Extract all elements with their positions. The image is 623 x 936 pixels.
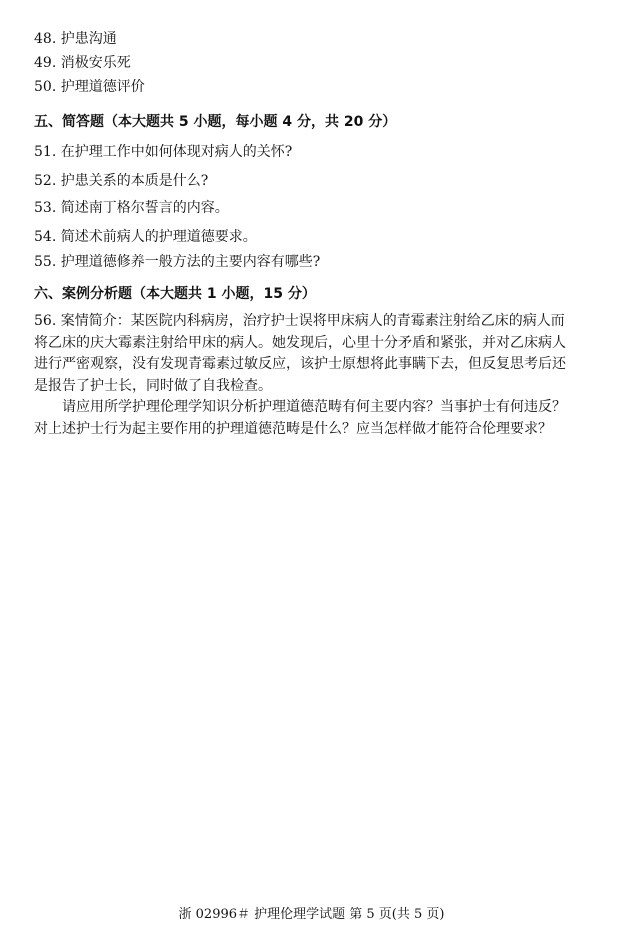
question-number: 50. xyxy=(34,79,57,95)
question-item-53 xyxy=(34,199,229,217)
case-line: 进行严密观察，没有发现青霉素过敏反应，该护士原想将此事瞒下去，但反复思考后还 xyxy=(34,356,566,372)
question-item-50 xyxy=(34,78,145,96)
case-line: 将乙床的庆大霉素注射给甲床的病人。她发现后，心里十分矛盾和紧张，并对乙床病人 xyxy=(34,334,566,351)
question-number: 48. xyxy=(34,31,57,47)
question-text: 护理道德评价 xyxy=(60,79,145,95)
question-item-49 xyxy=(34,54,131,72)
question-number: 53. xyxy=(34,200,57,216)
question-item-54 xyxy=(34,228,257,246)
question-text: 护患关系的本质是什么? xyxy=(60,173,209,189)
case-line: 是报告了护士长，同时做了自我检查。 xyxy=(34,377,272,394)
question-number: 54. xyxy=(34,229,57,245)
question-item-55 xyxy=(34,253,320,271)
question-item-51 xyxy=(34,143,292,161)
question-text: 简述术前病人的护理道德要求。 xyxy=(60,229,257,245)
question-number: 52. xyxy=(34,173,57,189)
question-number: 56. xyxy=(34,313,57,329)
question-number: 55. xyxy=(34,254,57,270)
question-number: 49. xyxy=(34,55,57,71)
case-question-line: 请应用所学护理伦理学知识分析护理道德范畴有何主要内容？当事护士有何违反？ xyxy=(62,399,566,415)
question-text: 消极安乐死 xyxy=(60,55,131,71)
question-text: 护患沟通 xyxy=(60,31,117,47)
question-number: 51. xyxy=(34,144,57,160)
question-item-48 xyxy=(34,30,117,48)
section-heading-short-answer: 五、简答题（本大题共 5 小题，每小题 4 分，共 20 分） xyxy=(34,114,397,130)
question-item-52 xyxy=(34,172,208,190)
page-footer: 浙 02996＃ 护理伦理学试题 第 5 页(共 5 页) xyxy=(178,907,445,922)
section-heading-case-analysis: 六、案例分析题（本大题共 1 小题，15 分） xyxy=(34,286,316,302)
question-text: 在护理工作中如何体现对病人的关怀? xyxy=(60,144,293,160)
question-text: 护理道德修养一般方法的主要内容有哪些? xyxy=(60,254,321,270)
question-text: 简述南丁格尔誓言的内容。 xyxy=(60,200,229,216)
case-question-line: 对上述护士行为起主要作用的护理道德范畴是什么？应当怎样做才能符合伦理要求？ xyxy=(34,420,552,437)
case-line: 56. 案情简介：某医院内科病房，治疗护士误将甲床病人的青霉素注射给乙床的病人而 xyxy=(34,313,565,329)
case-paragraph xyxy=(34,311,594,440)
